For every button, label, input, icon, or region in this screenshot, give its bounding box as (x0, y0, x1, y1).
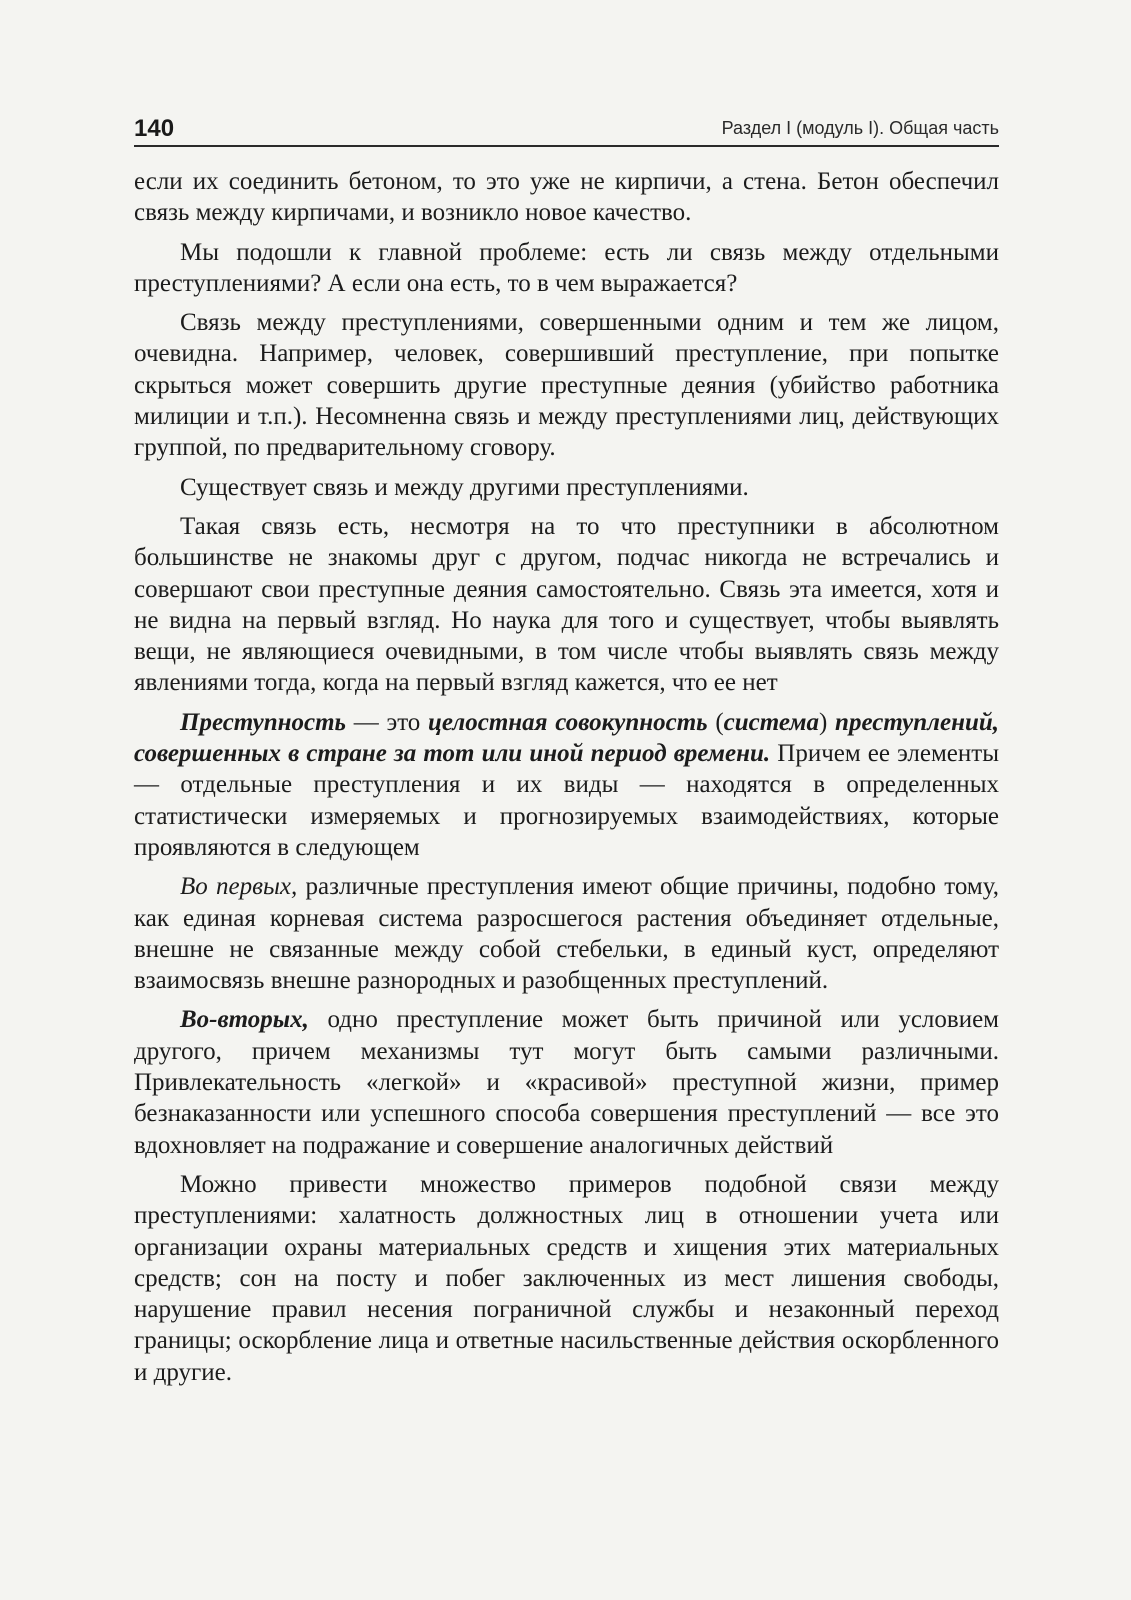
definition-part-2: система (723, 708, 819, 736)
body-text (134, 166, 999, 1396)
running-head: Раздел I (модуль I). Общая часть (721, 118, 999, 138)
paragraph-6-definition (134, 707, 999, 863)
paragraph-4: Существует связь и между другими преступлениями. (180, 473, 749, 501)
paragraph-3: Связь между преступлениями, совершенными одним и тем же лицом, очевидна. Например, человек, совершивший преступление, при попытке скрыться может совершить другие преступные деяния (убийство работника милиции и т.п.). Несомненна связь и между преступлениями лиц, действующих группой, по предварительному сговору. (134, 309, 999, 462)
paragraph-8-lead: Во-вторых, (180, 1006, 309, 1034)
definition-rest: Причем ее элементы — отдельные преступления и их виды — находятся в определенных статистически измеряемых и прогнозируемых взаимодействиях, которые проявляются в следующем (134, 740, 999, 861)
paragraph-2: Мы подошли к главной проблеме: есть ли связь между отдельными преступлениями? А если она есть, то в чем выражается? (134, 238, 999, 297)
definition-paren-close: ) (818, 708, 836, 736)
definition-paren-open: ( (707, 708, 724, 736)
page-header (134, 112, 999, 147)
paragraph-5: Такая связь есть, несмотря на то что преступники в абсолютном большинстве не знакомы друг с другом, подчас никогда не встречались и совершают свои преступные деяния самостоятельно. Связь эта имеется, хотя и не видна на первый взгляд. Но наука для того и существует, чтобы выявлять вещи, не являющиеся очевидными, в том числе чтобы выявлять связь между явлениями тогда, когда на первый взгляд кажется, что ее нет (134, 512, 999, 697)
definition-dash: — это (345, 708, 429, 736)
paragraph-8 (134, 1004, 999, 1160)
page-number: 140 (134, 115, 175, 142)
paragraph-7-rest: различные преступления имеют общие причины, подобно тому, как единая корневая система разросшегося растения объединяет отдельные, внешне не связанные между собой стебельки, в единый куст, определяют взаимосвязь внешне разнородных и разобщенных преступлений. (134, 873, 999, 995)
paragraph-9: Можно привести множество примеров подобной связи между преступлениями: халатность должностных лиц в отношении учета или организации охраны материальных средств и хищения этих материальных средств; сон на посту и побег заключенных из мест лишения свободы, нарушение правил несения пограничной службы и незаконный переход границы; оскорбление лица и ответные насильственные действия оскорбленного и другие. (134, 1170, 999, 1386)
paragraph-8-rest: одно преступление может быть причиной или условием другого, причем механизмы тут могут быть самыми различными. Привлекательность «легкой» и «красивой» преступной жизни, пример безнаказанности или успешного способа совершения преступлений — все это вдохновляет на подражание и совершение аналогичных действий (134, 1006, 999, 1159)
definition-part-3: преступлений, совершенных в стране за тот или иной период времени. (134, 708, 999, 768)
paragraph-7 (134, 871, 999, 996)
definition-part-1: целостная совокупность (428, 708, 708, 736)
paragraph-7-lead: Во первых, (180, 873, 298, 901)
definition-term: Преступность (180, 708, 346, 736)
paragraph-1: если их соединить бетоном, то это уже не кирпичи, а стена. Бетон обеспечил связь между кирпичами, и возникло новое качество. (134, 168, 999, 227)
